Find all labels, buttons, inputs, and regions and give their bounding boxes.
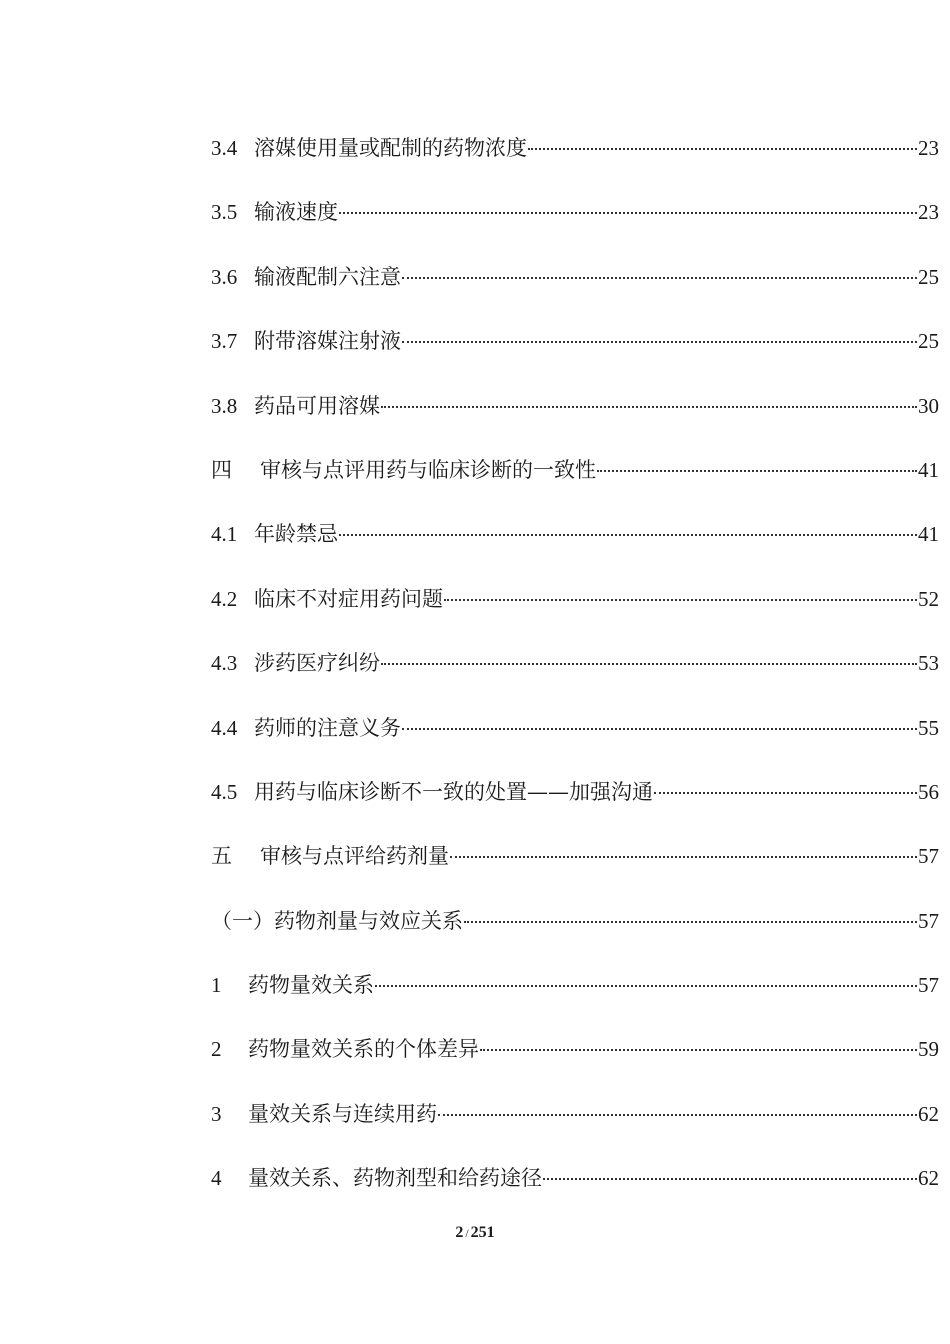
toc-entry-title: 溶媒使用量或配制的药物浓度 xyxy=(254,136,527,160)
toc-entry-page-number: 59 xyxy=(918,1037,939,1062)
toc-entry-page-number: 25 xyxy=(918,329,939,354)
toc-entry-title: 输液速度 xyxy=(254,200,338,225)
toc-entry[interactable] xyxy=(211,772,939,836)
toc-entry-page-number: 41 xyxy=(918,522,939,547)
toc-entry-text xyxy=(211,836,449,876)
toc-entry-page-number: 62 xyxy=(918,1166,939,1191)
toc-entry[interactable] xyxy=(211,1029,939,1093)
toc-entry-page-number: 57 xyxy=(918,844,939,869)
toc-entry-text xyxy=(211,321,401,361)
toc-entry-text xyxy=(211,450,596,490)
toc-entry-number: 1 xyxy=(211,973,222,998)
toc-entry-number: 3.6 xyxy=(211,264,238,289)
dot-leader xyxy=(464,921,917,923)
toc-entry-title: 药品可用溶媒 xyxy=(254,393,380,418)
dot-leader xyxy=(543,1178,917,1180)
dot-leader xyxy=(381,663,917,665)
toc-entry-title: （一）药物剂量与效应关系 xyxy=(211,908,463,933)
toc-entry-text xyxy=(211,772,653,812)
toc-entry[interactable] xyxy=(211,321,939,385)
toc-entry[interactable] xyxy=(211,1158,939,1222)
toc-entry-text xyxy=(211,1029,479,1069)
toc-entry-text xyxy=(211,1094,437,1134)
toc-entry-number: 3.5 xyxy=(211,200,238,225)
toc-entry-number: 3.7 xyxy=(211,329,238,354)
toc-entry-text xyxy=(211,1158,542,1198)
toc-entry-title: 用药与临床诊断不一致的处置——加强沟通 xyxy=(254,779,653,804)
toc-entry-title: 审核与点评给药剂量 xyxy=(260,844,449,869)
toc-entry-page-number: 30 xyxy=(918,393,939,418)
toc-entry-text xyxy=(211,514,338,554)
dot-leader xyxy=(450,856,917,858)
toc-entry-title: 年龄禁忌 xyxy=(254,522,338,547)
toc-entry-text xyxy=(211,643,380,683)
toc-entry-title: 输液配制六注意 xyxy=(254,264,401,289)
toc-entry-number: 四 xyxy=(211,457,232,482)
dot-leader xyxy=(339,212,917,214)
dot-leader xyxy=(402,728,917,730)
toc-entry[interactable] xyxy=(211,579,939,643)
toc-entry-page-number: 23 xyxy=(918,136,939,160)
toc-entry[interactable] xyxy=(211,1094,939,1158)
toc-entry[interactable] xyxy=(211,643,939,707)
toc-entry-title: 涉药医疗纠纷 xyxy=(254,651,380,676)
toc-entry-number: 4.4 xyxy=(211,715,238,740)
toc-entry-text xyxy=(211,965,374,1005)
toc-entry-page-number: 53 xyxy=(918,651,939,676)
toc-entry[interactable] xyxy=(211,386,939,450)
toc-entry-page-number: 23 xyxy=(918,200,939,225)
toc-entry-number: 4.1 xyxy=(211,522,238,547)
toc-entry[interactable] xyxy=(211,257,939,321)
table-of-contents xyxy=(211,128,939,1223)
dot-leader xyxy=(402,277,917,279)
toc-entry-title: 药师的注意义务 xyxy=(254,715,401,740)
toc-entry-title: 药物量效关系的个体差异 xyxy=(248,1037,479,1062)
dot-leader xyxy=(444,599,917,601)
toc-entry-text xyxy=(211,579,443,619)
total-pages: 251 xyxy=(470,1224,495,1241)
toc-entry[interactable] xyxy=(211,192,939,256)
toc-entry-page-number: 55 xyxy=(918,715,939,740)
toc-entry-number: 3.4 xyxy=(211,136,238,160)
toc-entry-number: 3 xyxy=(211,1101,222,1126)
toc-entry-title: 附带溶媒注射液 xyxy=(254,329,401,354)
dot-leader xyxy=(402,341,917,343)
toc-entry[interactable] xyxy=(211,965,939,1029)
toc-entry-page-number: 41 xyxy=(918,457,939,482)
dot-leader xyxy=(528,148,917,150)
toc-entry-text xyxy=(211,128,527,168)
toc-entry-title: 量效关系与连续用药 xyxy=(248,1101,437,1126)
dot-leader xyxy=(597,470,917,472)
toc-entry[interactable] xyxy=(211,836,939,900)
toc-entry[interactable] xyxy=(211,514,939,578)
dot-leader xyxy=(438,1114,917,1116)
toc-entry-number: 五 xyxy=(211,844,232,869)
toc-entry[interactable] xyxy=(211,128,939,192)
dot-leader xyxy=(339,534,917,536)
toc-entry-title: 药物量效关系 xyxy=(248,973,374,998)
toc-entry-title: 量效关系、药物剂型和给药途径 xyxy=(248,1166,542,1191)
toc-entry-number: 4.3 xyxy=(211,651,238,676)
dot-leader xyxy=(654,792,917,794)
toc-entry-number: 3.8 xyxy=(211,393,238,418)
toc-entry-page-number: 52 xyxy=(918,586,939,611)
toc-entry-number: 4.2 xyxy=(211,586,238,611)
toc-entry-number: 4.5 xyxy=(211,779,238,804)
toc-entry-number: 4 xyxy=(211,1166,222,1191)
dot-leader xyxy=(375,985,917,987)
dot-leader xyxy=(480,1049,917,1051)
toc-entry[interactable] xyxy=(211,708,939,772)
toc-entry-page-number: 57 xyxy=(918,908,939,933)
toc-entry-page-number: 57 xyxy=(918,973,939,998)
toc-entry-title: 审核与点评用药与临床诊断的一致性 xyxy=(260,457,596,482)
toc-entry[interactable] xyxy=(211,450,939,514)
toc-entry-text xyxy=(211,708,401,748)
toc-entry-text xyxy=(211,192,338,232)
toc-entry-page-number: 56 xyxy=(918,779,939,804)
page-separator: / xyxy=(465,1226,469,1240)
toc-entry-page-number: 62 xyxy=(918,1101,939,1126)
toc-entry-text xyxy=(211,386,380,426)
dot-leader xyxy=(381,406,917,408)
toc-entry-text xyxy=(211,257,401,297)
toc-entry-page-number: 25 xyxy=(918,264,939,289)
page-number xyxy=(0,1224,950,1242)
toc-entry[interactable] xyxy=(211,901,939,965)
toc-entry-number: 2 xyxy=(211,1037,222,1062)
toc-entry-title: 临床不对症用药问题 xyxy=(254,586,443,611)
current-page-number: 2 xyxy=(455,1224,464,1241)
toc-entry-text xyxy=(211,901,463,941)
